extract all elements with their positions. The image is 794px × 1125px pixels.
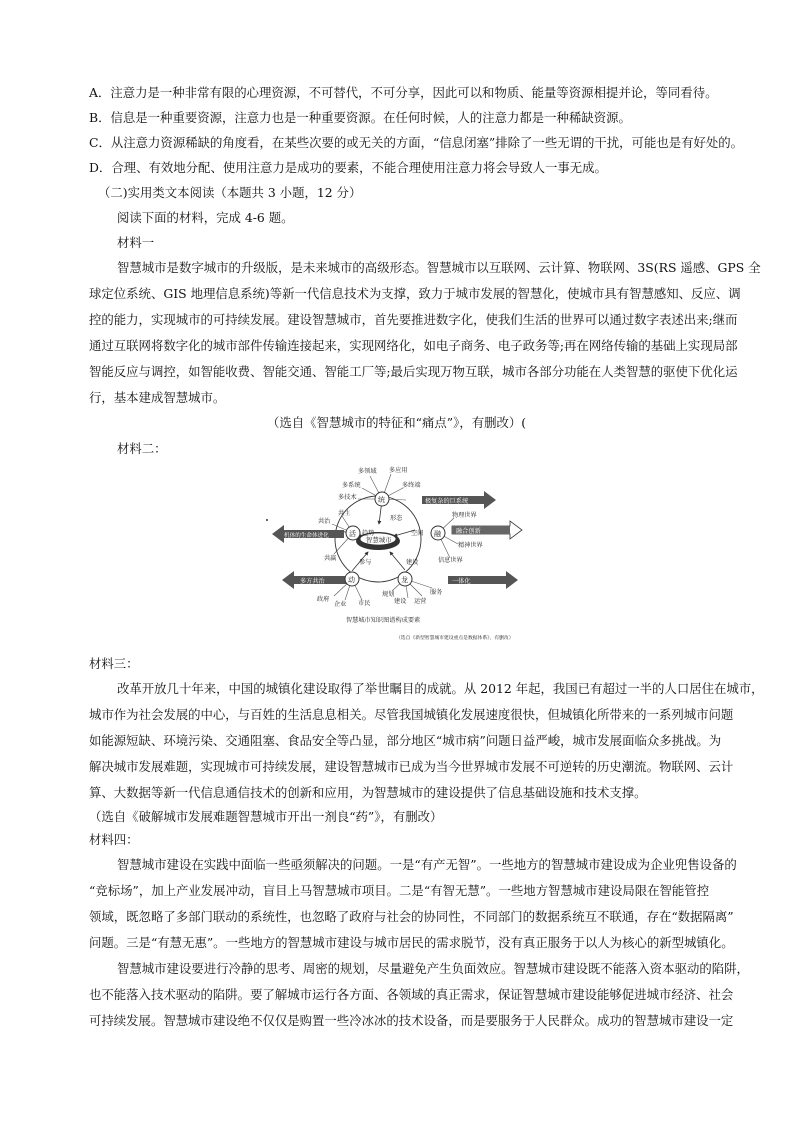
material-4-line: “竞标场”，加上产业发展冲动，盲目上马智慧城市项目。二是“有智无慧”。一些地方智慧城市建设局限在智能管控 bbox=[89, 883, 710, 898]
material-1-line: 控的能力，实现城市的可持续发展。建设智慧城市，首先要推进数字化，使我们生活的世界可以通过数字表述出来;继而 bbox=[89, 312, 738, 327]
label-spiritual-world: 精神世界 bbox=[458, 542, 483, 549]
material-3-line: 解决城市发展难题，实现城市可持续发展，建设智慧城市已成为当今世界城市发展不可逆转的历史潮流。物联网、云计 bbox=[89, 759, 734, 774]
label-participate: 参与 bbox=[359, 559, 372, 566]
node-dong-label: 动 bbox=[348, 576, 355, 584]
arrow-complex-system-label: 极复杂的巨系统 bbox=[425, 498, 469, 505]
label-multi-application: 多应用 bbox=[389, 467, 408, 474]
material-4-label: 材料四： bbox=[89, 832, 139, 847]
diagram-center-label: 智慧城市 bbox=[366, 536, 392, 544]
section-title: （二)实用类文本阅读（本题共 3 小题，12 分） bbox=[98, 185, 362, 200]
material-3-source: （选自《破解城市发展难题智慧城市开出一剂良“药”》，有删改） bbox=[89, 809, 443, 824]
node-rong-label: 融 bbox=[434, 530, 441, 538]
material-1-line: 通过互联网将数字化的城市部件传输连接起来，实现网络化，如电子商务、电子政务等;再在网络传输的基础上实现局部 bbox=[89, 338, 738, 353]
node-huo-label: 活 bbox=[349, 530, 356, 538]
material-4-line: 可持续发展。智慧城市建设绝不仅仅是购置一些冷冰冰的技术设备，而是要服务于人民群众。成功的智慧城市建设一定 bbox=[89, 1013, 734, 1028]
label-win-win: 共赢 bbox=[324, 555, 337, 562]
label-space: 空间 bbox=[411, 530, 424, 537]
material-4-line: 问题。三是“有慧无惠”。一些地方的智慧城市建设与城市居民的需求脱节，没有真正服务于以人为核心的新型城镇化。 bbox=[89, 935, 734, 950]
label-citizens: 市民 bbox=[358, 600, 371, 607]
material-3-label: 材料三： bbox=[89, 656, 139, 671]
label-build: 建设 bbox=[406, 559, 419, 566]
material-4-line: 领域，既忽略了多部门联动的系统性，也忽略了政府与社会的协同性，不同部门的数据系统互不联通，存在“数据隔离” bbox=[89, 909, 734, 924]
label-plan: 规划 bbox=[382, 591, 395, 598]
arrow-integration-label: 一体化 bbox=[452, 578, 471, 585]
option-b: B．信息是一种重要资源，注意力也是一种重要资源。在任何时候，人的注意力都是一种稀缺资源。 bbox=[89, 110, 631, 125]
material-1-source: （选自《智慧城市的特征和“痛点”》，有删改）( bbox=[267, 415, 527, 430]
label-multi-terminal: 多终端 bbox=[402, 482, 421, 489]
diagram-source: （选自《新型智慧城市建设重点是数据体系》，有删改） bbox=[396, 636, 514, 641]
label-symbiosis: 共生 bbox=[338, 510, 351, 517]
label-form: 形态 bbox=[390, 515, 403, 522]
label-trend: 趋势 bbox=[362, 530, 375, 537]
material-3-line: 如能源短缺、环境污染、交通阻塞、食品安全等凸显，部分地区“城市病”问题日益严峻，城市发展面临众多挑战。为 bbox=[89, 733, 722, 748]
material-1-line: 行，基本建成智慧城市。 bbox=[89, 390, 226, 405]
label-construct: 建设 bbox=[394, 598, 407, 605]
material-4-line: 智慧城市建设在实践中面临一些亟须解决的问题。一是“有产无智”。一些地方的智慧城市建设成为企业兜售设备的 bbox=[117, 857, 737, 872]
node-tong-label: 统 bbox=[378, 496, 385, 504]
arrow-organism-evolution-label: 机体的生命体进化 bbox=[284, 533, 329, 539]
material-2-label: 材料二： bbox=[117, 441, 167, 456]
material-1-line: 智慧城市是数字城市的升级版，是未来城市的高级形态。智慧城市以互联网、云计算、物联网、3S(RS 遥感、GPS 全 bbox=[117, 260, 761, 275]
arrow-fusion-innovation-label: 融合创新 bbox=[456, 528, 481, 535]
material-4-line: 智慧城市建设要进行冷静的思考、周密的规划，尽量避免产生负面效应。智慧城市建设既不能落入资本驱动的陷阱， bbox=[117, 961, 749, 976]
material-1-label: 材料一 bbox=[117, 235, 155, 250]
label-service: 服务 bbox=[430, 589, 443, 596]
label-information-world: 信息世界 bbox=[438, 557, 463, 564]
material-1-line: 智能反应与调控，如智能收费、智能交通、智能工厂等;最后实现万物互联，城市各部分功能在人类智慧的驱使下优化运 bbox=[89, 364, 738, 379]
label-enterprise: 企业 bbox=[334, 601, 347, 608]
label-physical-world: 物理世界 bbox=[452, 512, 477, 519]
material-1-line: 球定位系统、GIS 地理信息系统)等新一代信息技术为支撑，致力于城市发展的智慧化，使城市具有智慧感知、反应、调 bbox=[89, 286, 741, 301]
material-3-line: 改革开放几十年来，中国的城镇化建设取得了举世瞩目的成就。从 2012 年起，我国已有超过一半的人口居住在城市， bbox=[117, 681, 764, 696]
section-instruction: 阅读下面的材料，完成 4-6 题。 bbox=[117, 210, 294, 225]
label-multi-tech: 多技术 bbox=[338, 494, 357, 501]
label-operate: 运营 bbox=[414, 598, 427, 605]
label-multi-domain: 多领域 bbox=[358, 468, 377, 475]
arrow-multi-governance-label: 多方共治 bbox=[300, 578, 325, 585]
option-d: D．合理、有效地分配、使用注意力是成功的要素，不能合理使用注意力将会导致人一事无成。 bbox=[89, 160, 607, 175]
label-government: 政府 bbox=[317, 596, 330, 603]
label-multi-system: 多系统 bbox=[342, 482, 361, 489]
diagram-caption: 智慧城市知识图谱构成要素 bbox=[346, 617, 421, 624]
material-4-line: 也不能落入技术驱动的陷阱。要了解城市运行各方面、各领域的真正需求，保证智慧城市建设能够促进城市经济、社会 bbox=[89, 987, 734, 1002]
material-3-line: 算、大数据等新一代信息通信技术的创新和应用，为智慧城市的建设提供了信息基础设施和技术支撑。 bbox=[89, 785, 647, 800]
label-co-governance: 共治 bbox=[318, 518, 331, 525]
option-c: C．从注意力资源稀缺的角度看，在某些次要的或无关的方面，“信息闭塞”排除了一些无谓的干扰，可能也是有好处的。 bbox=[89, 135, 744, 150]
node-long-label: 龙 bbox=[401, 576, 408, 584]
material-3-line: 城市作为社会发展的中心，与百姓的生活息息相关。尽管我国城镇化发展速度很快，但城镇化所带来的一系列城市问题 bbox=[89, 707, 734, 722]
smart-city-knowledge-diagram bbox=[262, 458, 534, 646]
option-a: A．注意力是一种非常有限的心理资源，不可替代，不可分享，因此可以和物质、能量等资源相提并论，等同看待。 bbox=[89, 85, 718, 100]
